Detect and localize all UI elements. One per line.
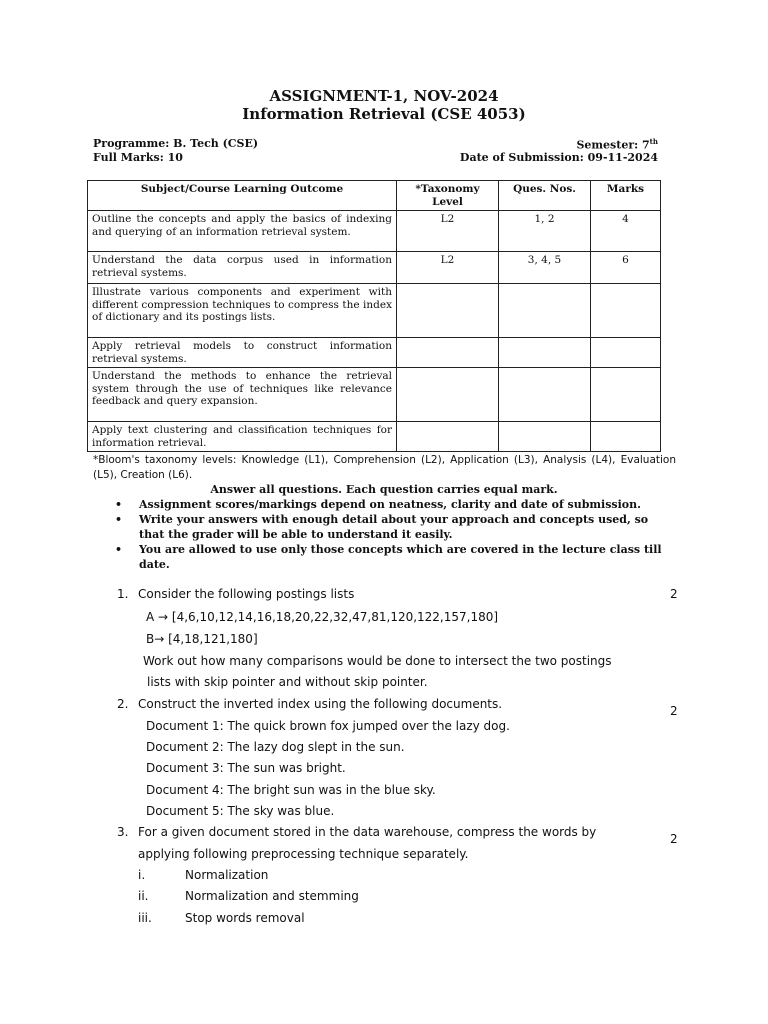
list-item: • You are allowed to use only those concepts which are covered in the lecture class till date. [115, 543, 662, 571]
level-cell: L2 [397, 252, 499, 284]
list-item: • Assignment scores/markings depend on neatness, clarity and date of submission. [115, 498, 641, 511]
outcome-cell: Understand the data corpus used in information retrieval systems. [88, 252, 397, 284]
outcome-cell: Illustrate various components and experiment with different compression techniques to compress the index of dictionary and its postings lists. [88, 284, 397, 338]
table-row [88, 284, 661, 338]
outcome-cell: Outline the concepts and apply the basics of indexing and querying of an information retrieval system. [88, 211, 397, 252]
bullet-icon: • [115, 543, 123, 556]
question-text: applying following preprocessing technique separately. [138, 847, 469, 861]
ques-cell: 3, 4, 5 [499, 252, 591, 284]
marks-cell [591, 284, 661, 338]
sub-item-number: ii. [138, 889, 149, 903]
question-number: 2. [117, 697, 129, 711]
bullet-icon: • [115, 513, 123, 526]
semester-label: Semester: 7th [576, 137, 658, 152]
marks-cell: 6 [591, 252, 661, 284]
question-number: 1. [117, 587, 129, 601]
submission-date-label: Date of Submission: 09-11-2024 [459, 151, 658, 164]
question-text: Consider the following postings lists [138, 587, 355, 601]
level-cell [397, 284, 499, 338]
marks-cell [591, 338, 661, 368]
question-number: 3. [117, 825, 129, 839]
question-detail: lists with skip pointer and without skip pointer. [147, 675, 428, 689]
sub-item-text: Normalization and stemming [185, 889, 359, 903]
level-cell [397, 422, 499, 452]
ques-cell [499, 368, 591, 422]
level-cell [397, 338, 499, 368]
marks-cell [591, 368, 661, 422]
question-text: For a given document stored in the data warehouse, compress the words by [138, 825, 597, 839]
document-line: Document 2: The lazy dog slept in the sun. [146, 740, 405, 754]
postings-list-a: A → [4,6,10,12,14,16,18,20,22,32,47,81,120,122,157,180] [146, 610, 499, 624]
document-line: Document 1: The quick brown fox jumped over the lazy dog. [146, 719, 510, 733]
course-title: Information Retrieval (CSE 4053) [242, 105, 526, 123]
instructions-heading: Answer all questions. Each question carries equal mark. [210, 483, 558, 496]
sub-item-number: iii. [138, 911, 152, 925]
document-line: Document 3: The sun was bright. [146, 761, 346, 775]
outcome-cell: Apply retrieval models to construct information retrieval systems. [88, 338, 397, 368]
learning-outcome-table [87, 180, 661, 452]
question-marks: 2 [670, 704, 678, 718]
question-detail: Work out how many comparisons would be done to intersect the two postings [143, 654, 612, 668]
postings-list-b: B→ [4,18,121,180] [146, 632, 258, 646]
table-header-row [88, 181, 661, 211]
document-line: Document 4: The bright sun was in the blue sky. [146, 783, 436, 797]
sub-item-number: i. [138, 868, 146, 882]
bullet-icon: • [115, 498, 123, 511]
ques-cell: 1, 2 [499, 211, 591, 252]
header-questions: Ques. Nos. [499, 181, 591, 211]
question-text: Construct the inverted index using the following documents. [138, 697, 503, 711]
ques-cell [499, 338, 591, 368]
assignment-title: ASSIGNMENT-1, NOV-2024 [269, 87, 499, 105]
sub-item-text: Normalization [185, 868, 269, 882]
programme-label: Programme: B. Tech (CSE) [93, 137, 259, 150]
list-item: • Write your answers with enough detail about your approach and concepts used, so that the grader will be able to understand it easily. [115, 513, 649, 541]
marks-cell: 4 [591, 211, 661, 252]
sub-item-text: Stop words removal [185, 911, 305, 925]
table-row [88, 338, 661, 368]
level-cell: L2 [397, 211, 499, 252]
question-marks: 2 [670, 832, 678, 846]
table-row [88, 252, 661, 284]
ques-cell [499, 284, 591, 338]
full-marks-label: Full Marks: 10 [93, 151, 183, 164]
header-taxonomy: *Taxonomy Level [397, 181, 499, 211]
header-outcome: Subject/Course Learning Outcome [88, 181, 397, 211]
marks-cell [591, 422, 661, 452]
instructions-list [115, 497, 675, 572]
level-cell [397, 368, 499, 422]
header-marks: Marks [591, 181, 661, 211]
table-row [88, 368, 661, 422]
outcome-cell: Understand the methods to enhance the retrieval system through the use of techniques like relevance feedback and query expansion. [88, 368, 397, 422]
question-marks: 2 [670, 587, 678, 601]
bloom-taxonomy-note: *Bloom's taxonomy levels: Knowledge (L1), Comprehension (L2), Application (L3), Analysis (L4), Evaluation (L5), Creation (L6). [93, 454, 676, 481]
outcome-cell: Apply text clustering and classification techniques for information retrieval. [88, 422, 397, 452]
document-line: Document 5: The sky was blue. [146, 804, 335, 818]
table-row [88, 211, 661, 252]
table-row [88, 422, 661, 452]
ques-cell [499, 422, 591, 452]
